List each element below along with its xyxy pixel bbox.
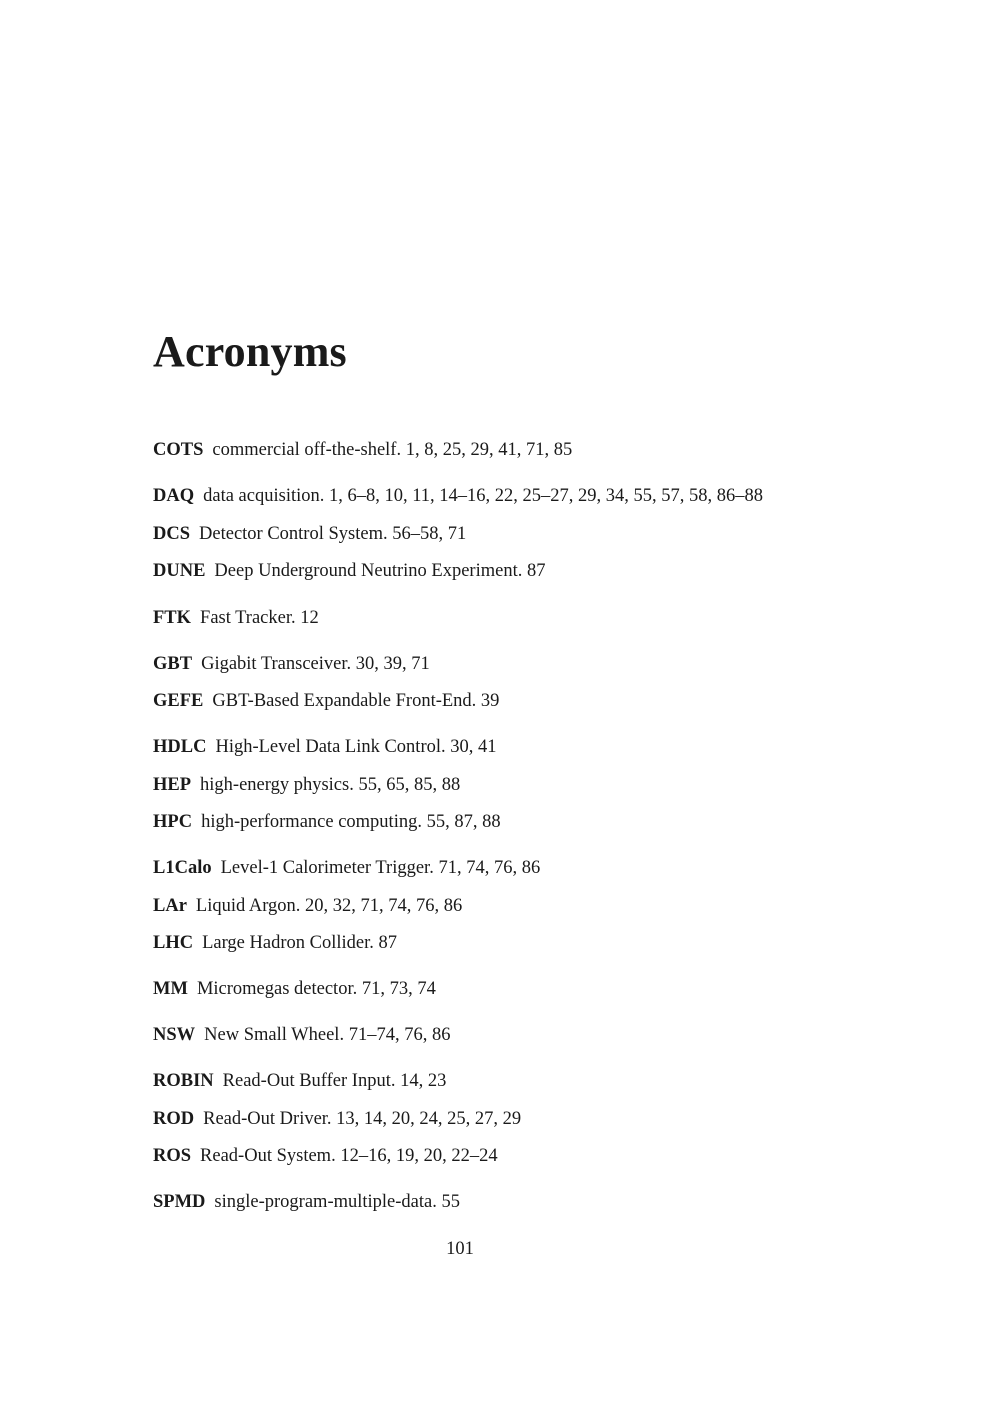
- acronym-term: HEP: [153, 775, 192, 795]
- acronym-definition: high-performance computing. 55, 87, 88: [201, 812, 501, 832]
- acronym-term: LHC: [153, 933, 194, 953]
- page-number: 101: [446, 1239, 474, 1259]
- acronym-entry-lhc: [153, 931, 397, 955]
- acronym-term: ROS: [153, 1146, 192, 1166]
- acronym-definition: Level-1 Calorimeter Trigger. 71, 74, 76, 86: [220, 858, 541, 878]
- acronym-term: DAQ: [153, 486, 195, 506]
- acronym-term: ROD: [153, 1109, 195, 1129]
- acronym-definition: high-energy physics. 55, 65, 85, 88: [200, 775, 461, 795]
- acronym-term: GBT: [153, 654, 193, 674]
- acronym-entry-ftk: [153, 606, 319, 630]
- acronym-definition: Fast Tracker. 12: [200, 608, 319, 628]
- acronym-entry-gefe: [153, 689, 499, 713]
- acronym-term: DCS: [153, 524, 191, 544]
- acronym-definition: Liquid Argon. 20, 32, 71, 74, 76, 86: [195, 896, 463, 916]
- acronym-entry-daq: [153, 484, 763, 508]
- acronym-entry-rod: [153, 1107, 521, 1131]
- acronym-entry-nsw: [153, 1023, 450, 1047]
- acronym-definition: Micromegas detector. 71, 73, 74: [196, 979, 436, 999]
- acronym-definition: Read-Out Driver. 13, 14, 20, 24, 25, 27, 29: [203, 1109, 522, 1129]
- acronym-definition: Detector Control System. 56–58, 71: [199, 524, 467, 544]
- acronym-term: COTS: [153, 440, 204, 460]
- acronym-term: FTK: [153, 608, 192, 628]
- acronym-definition: single-program-multiple-data. 55: [214, 1192, 460, 1212]
- acronym-definition: High-Level Data Link Control. 30, 41: [215, 737, 497, 757]
- acronym-definition: New Small Wheel. 71–74, 76, 86: [204, 1025, 451, 1045]
- acronym-entry-gbt: [153, 652, 430, 676]
- acronym-term: LAr: [153, 896, 187, 916]
- acronym-entry-hep: [153, 773, 460, 797]
- acronym-entry-ros: [153, 1144, 498, 1168]
- acronym-definition: Read-Out Buffer Input. 14, 23: [222, 1071, 447, 1091]
- acronym-entry-hdlc: [153, 735, 497, 759]
- acronym-entry-robin: [153, 1069, 446, 1093]
- acronym-definition: Large Hadron Collider. 87: [202, 933, 397, 953]
- acronym-entry-spmd: [153, 1190, 460, 1214]
- acronym-term: SPMD: [153, 1192, 206, 1212]
- acronym-term: HDLC: [153, 737, 207, 757]
- acronym-term: MM: [153, 979, 188, 999]
- acronym-entry-l1calo: [153, 856, 540, 880]
- acronym-term: GEFE: [153, 691, 204, 711]
- acronym-term: L1Calo: [153, 858, 212, 878]
- acronym-term: ROBIN: [153, 1071, 214, 1091]
- acronym-entry-hpc: [153, 810, 501, 834]
- acronym-definition: GBT-Based Expandable Front-End. 39: [212, 691, 500, 711]
- acronym-term: DUNE: [153, 561, 206, 581]
- acronym-entry-cots: [153, 438, 572, 462]
- acronym-term: NSW: [153, 1025, 196, 1045]
- acronym-definition: Gigabit Transceiver. 30, 39, 71: [201, 654, 430, 674]
- acronym-entry-lar: [153, 894, 462, 918]
- acronym-definition: commercial off-the-shelf. 1, 8, 25, 29, 41, 71, 85: [212, 440, 573, 460]
- acronym-entry-dune: [153, 559, 545, 583]
- acronym-definition: Read-Out System. 12–16, 19, 20, 22–24: [200, 1146, 498, 1166]
- acronym-definition: data acquisition. 1, 6–8, 10, 11, 14–16, 22, 25–27, 29, 34, 55, 57, 58, 86–88: [203, 486, 764, 506]
- acronym-entry-mm: [153, 977, 436, 1001]
- acronym-term: HPC: [153, 812, 193, 832]
- acronym-definition: Deep Underground Neutrino Experiment. 87: [214, 561, 546, 581]
- page-title: Acronyms: [153, 327, 347, 376]
- acronym-entry-dcs: [153, 522, 466, 546]
